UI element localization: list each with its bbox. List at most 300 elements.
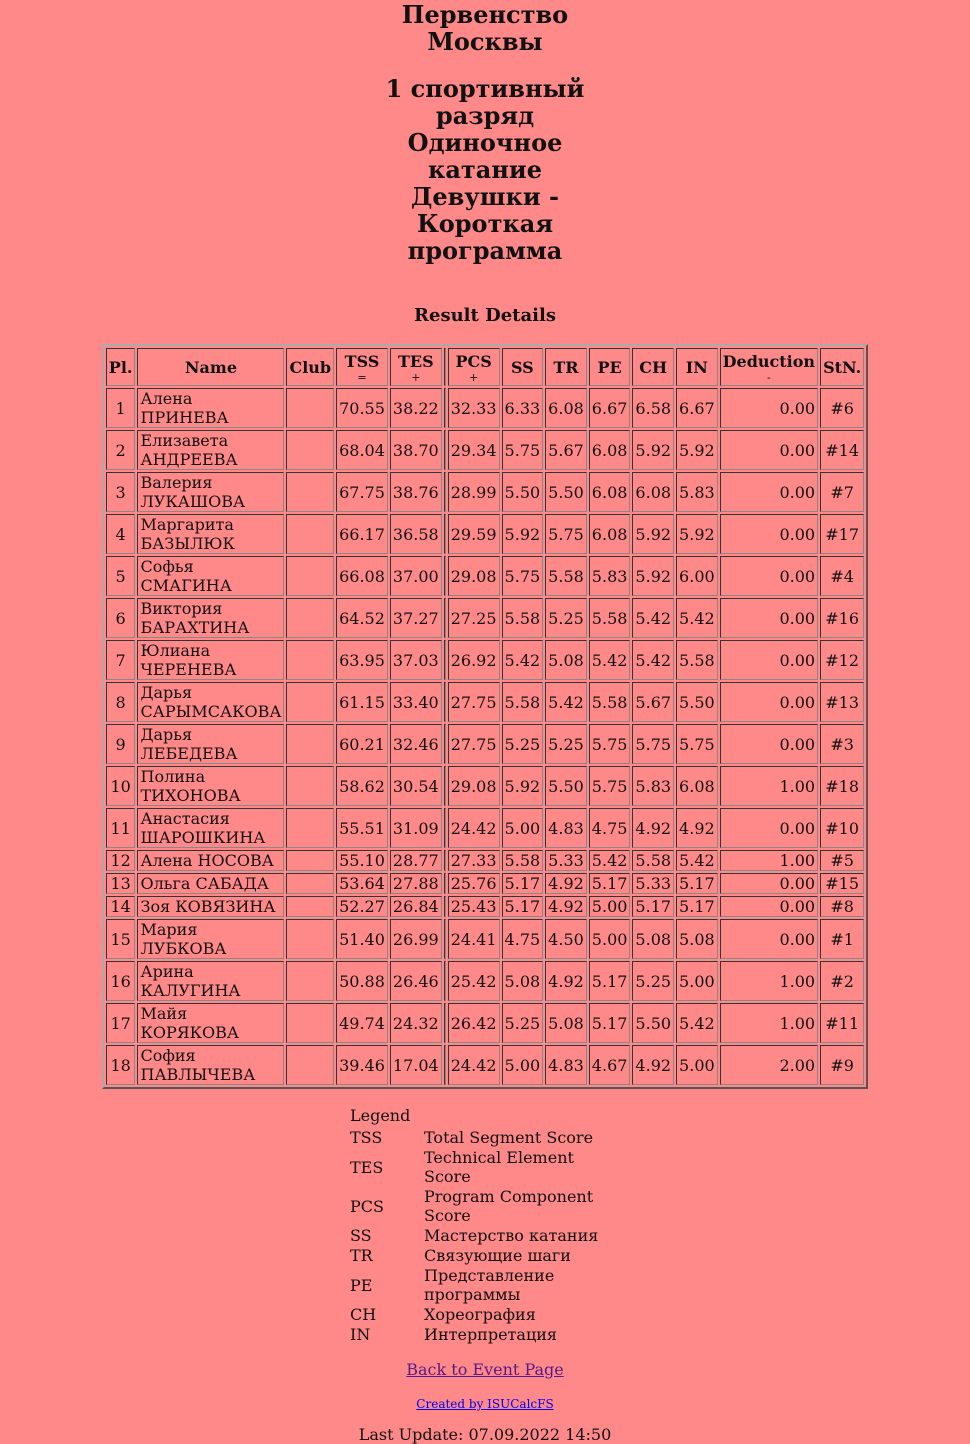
cell-ch: 5.58 [632, 850, 674, 871]
cell-in: 5.75 [676, 724, 718, 764]
cell-stn: #6 [820, 388, 864, 428]
header-tss-label: TSS [344, 351, 380, 371]
legend-item [350, 1265, 620, 1304]
cell-tss: 49.74 [336, 1003, 388, 1043]
legend-item [350, 1225, 620, 1245]
cell-pl: 3 [106, 472, 136, 512]
cell-club [286, 388, 334, 428]
header-pcs-operator: + [469, 370, 479, 384]
legend-description: Интерпретация [424, 1325, 557, 1344]
cell-pe: 4.67 [589, 1045, 631, 1085]
cell-tes: 33.40 [390, 682, 442, 722]
cell-tes: 37.00 [390, 556, 442, 596]
cell-stn: #11 [820, 1003, 864, 1043]
cell-ch: 5.42 [632, 598, 674, 638]
cell-stn: #8 [820, 896, 864, 917]
cell-tss: 64.52 [336, 598, 388, 638]
header-club: Club [286, 348, 334, 386]
cell-pl: 4 [106, 514, 136, 554]
cell-name: Анастасия ШАРОШКИНА [137, 808, 284, 848]
cell-pl: 13 [106, 873, 136, 894]
cell-spacer [444, 850, 446, 871]
cell-ded: 0.00 [720, 514, 818, 554]
legend-item [350, 1324, 620, 1344]
cell-ss: 5.08 [502, 961, 544, 1001]
cell-stn: #12 [820, 640, 864, 680]
cell-tr: 4.83 [545, 1045, 587, 1085]
legend-key: IN [350, 1325, 371, 1344]
cell-tes: 26.99 [390, 919, 442, 959]
cell-stn: #14 [820, 430, 864, 470]
cell-tes: 31.09 [390, 808, 442, 848]
cell-name: Ольга САБАДА [137, 873, 284, 894]
cell-pl: 14 [106, 896, 136, 917]
header-pcs [448, 348, 500, 386]
cell-spacer [444, 873, 446, 894]
cell-club [286, 514, 334, 554]
table-row [106, 682, 864, 722]
cell-stn: #18 [820, 766, 864, 806]
cell-name: Алена НОСОВА [137, 850, 284, 871]
cell-pcs: 24.42 [448, 1045, 500, 1085]
cell-tes: 30.54 [390, 766, 442, 806]
page-header [365, 0, 605, 264]
cell-name: Юлиана ЧЕРЕНЕВА [137, 640, 284, 680]
cell-in: 5.50 [676, 682, 718, 722]
cell-name: Софья СМАГИНА [137, 556, 284, 596]
cell-in: 4.92 [676, 808, 718, 848]
cell-in: 5.42 [676, 1003, 718, 1043]
cell-pl: 18 [106, 1045, 136, 1085]
cell-tss: 55.10 [336, 850, 388, 871]
cell-ded: 1.00 [720, 766, 818, 806]
table-row [106, 1003, 864, 1043]
cell-name: Дарья ЛЕБЕДЕВА [137, 724, 284, 764]
table-row [106, 919, 864, 959]
cell-in: 5.08 [676, 919, 718, 959]
legend-items [350, 1127, 620, 1344]
cell-pcs: 25.42 [448, 961, 500, 1001]
legend-item [350, 1147, 620, 1186]
cell-pe: 5.75 [589, 724, 631, 764]
cell-club [286, 850, 334, 871]
cell-name: Арина КАЛУГИНА [137, 961, 284, 1001]
table-row [106, 388, 864, 428]
cell-tr: 4.83 [545, 808, 587, 848]
cell-spacer [444, 896, 446, 917]
cell-pcs: 28.99 [448, 472, 500, 512]
cell-stn: #9 [820, 1045, 864, 1085]
cell-club [286, 430, 334, 470]
legend-key: TR [350, 1246, 373, 1265]
legend-key: SS [350, 1226, 372, 1245]
cell-tes: 37.03 [390, 640, 442, 680]
cell-spacer [444, 640, 446, 680]
cell-pe: 5.00 [589, 896, 631, 917]
cell-pe: 5.17 [589, 961, 631, 1001]
cell-pcs: 32.33 [448, 388, 500, 428]
cell-stn: #7 [820, 472, 864, 512]
header-pl: Pl. [106, 348, 136, 386]
results-body [106, 388, 864, 1085]
cell-ded: 0.00 [720, 919, 818, 959]
cell-tr: 4.92 [545, 873, 587, 894]
cell-club [286, 724, 334, 764]
cell-ch: 5.25 [632, 961, 674, 1001]
cell-pl: 9 [106, 724, 136, 764]
cell-pe: 5.58 [589, 598, 631, 638]
legend-table [350, 1105, 620, 1344]
cell-tss: 52.27 [336, 896, 388, 917]
cell-ded: 0.00 [720, 556, 818, 596]
cell-pe: 5.17 [589, 873, 631, 894]
cell-stn: #15 [820, 873, 864, 894]
cell-tr: 5.42 [545, 682, 587, 722]
cell-pe: 5.75 [589, 766, 631, 806]
cell-tr: 5.33 [545, 850, 587, 871]
table-row [106, 514, 864, 554]
table-row [106, 472, 864, 512]
cell-tes: 26.84 [390, 896, 442, 917]
cell-pcs: 26.92 [448, 640, 500, 680]
table-row [106, 850, 864, 871]
header-ch: CH [632, 348, 674, 386]
cell-pl: 8 [106, 682, 136, 722]
cell-in: 5.42 [676, 850, 718, 871]
header-pcs-label: PCS [455, 351, 492, 371]
cell-tes: 28.77 [390, 850, 442, 871]
cell-tes: 24.32 [390, 1003, 442, 1043]
cell-pe: 5.42 [589, 850, 631, 871]
cell-tss: 66.08 [336, 556, 388, 596]
legend-key: TSS [350, 1128, 383, 1147]
cell-ded: 2.00 [720, 1045, 818, 1085]
cell-pe: 5.58 [589, 682, 631, 722]
cell-club [286, 896, 334, 917]
cell-stn: #10 [820, 808, 864, 848]
cell-ch: 5.92 [632, 430, 674, 470]
cell-spacer [444, 1045, 446, 1085]
cell-spacer [444, 766, 446, 806]
cell-stn: #2 [820, 961, 864, 1001]
cell-tss: 70.55 [336, 388, 388, 428]
cell-pl: 2 [106, 430, 136, 470]
cell-pl: 7 [106, 640, 136, 680]
back-to-event-link[interactable]: Back to Event Page [406, 1360, 564, 1379]
cell-ded: 0.00 [720, 808, 818, 848]
legend-item [350, 1304, 620, 1324]
legend-description: Total Segment Score [424, 1128, 594, 1147]
category-title: 1 спортивный разряд Одиночное катание Девушки - Короткая программа [385, 74, 585, 265]
cell-ded: 0.00 [720, 640, 818, 680]
header-tss [336, 348, 388, 386]
cell-ded: 1.00 [720, 850, 818, 871]
cell-ss: 5.42 [502, 640, 544, 680]
cell-ch: 6.08 [632, 472, 674, 512]
cell-name: Маргарита БАЗЫЛЮК [137, 514, 284, 554]
cell-pe: 6.08 [589, 514, 631, 554]
cell-pl: 10 [106, 766, 136, 806]
header-tes [390, 348, 442, 386]
cell-in: 5.42 [676, 598, 718, 638]
created-by-link[interactable]: Created by ISUCalcFS [416, 1397, 554, 1411]
legend-description: Technical Element Score [424, 1148, 574, 1186]
cell-pe: 6.08 [589, 430, 631, 470]
cell-ch: 6.58 [632, 388, 674, 428]
cell-tes: 26.46 [390, 961, 442, 1001]
section-title: Result Details [414, 305, 556, 326]
cell-name: Дарья САРЫМСАКОВА [137, 682, 284, 722]
cell-ss: 5.00 [502, 1045, 544, 1085]
cell-in: 6.00 [676, 556, 718, 596]
cell-club [286, 556, 334, 596]
cell-tss: 61.15 [336, 682, 388, 722]
cell-pcs: 25.76 [448, 873, 500, 894]
cell-ss: 5.00 [502, 808, 544, 848]
cell-spacer [444, 919, 446, 959]
cell-ch: 5.42 [632, 640, 674, 680]
legend-description: Program Component Score [424, 1187, 594, 1225]
cell-club [286, 472, 334, 512]
cell-club [286, 598, 334, 638]
header-name: Name [137, 348, 284, 386]
cell-name: Мария ЛУБКОВА [137, 919, 284, 959]
cell-club [286, 873, 334, 894]
cell-pcs: 29.08 [448, 766, 500, 806]
last-update: Last Update: 07.09.2022 14:50 [358, 1425, 612, 1444]
cell-ded: 1.00 [720, 961, 818, 1001]
cell-tr: 4.50 [545, 919, 587, 959]
table-row [106, 598, 864, 638]
cell-in: 5.17 [676, 896, 718, 917]
cell-tss: 39.46 [336, 1045, 388, 1085]
cell-pe: 5.17 [589, 1003, 631, 1043]
cell-tr: 5.08 [545, 1003, 587, 1043]
header-tr: TR [545, 348, 587, 386]
cell-ch: 5.67 [632, 682, 674, 722]
table-row [106, 896, 864, 917]
cell-tr: 5.25 [545, 724, 587, 764]
cell-pe: 5.83 [589, 556, 631, 596]
cell-tss: 67.75 [336, 472, 388, 512]
cell-pcs: 27.75 [448, 682, 500, 722]
cell-in: 6.67 [676, 388, 718, 428]
cell-club [286, 1045, 334, 1085]
cell-ded: 0.00 [720, 430, 818, 470]
cell-club [286, 682, 334, 722]
legend-key: PCS [350, 1196, 384, 1216]
legend-description: Хореография [424, 1305, 536, 1324]
table-row [106, 430, 864, 470]
cell-tr: 5.75 [545, 514, 587, 554]
cell-club [286, 766, 334, 806]
cell-in: 5.00 [676, 1045, 718, 1085]
cell-ss: 5.25 [502, 1003, 544, 1043]
cell-tss: 68.04 [336, 430, 388, 470]
legend-key: CH [350, 1305, 377, 1324]
cell-pl: 16 [106, 961, 136, 1001]
cell-spacer [444, 1003, 446, 1043]
cell-ss: 5.92 [502, 514, 544, 554]
cell-ss: 5.17 [502, 873, 544, 894]
cell-spacer [444, 514, 446, 554]
cell-name: София ПАВЛЫЧЕВА [137, 1045, 284, 1085]
cell-pe: 5.42 [589, 640, 631, 680]
cell-tes: 27.88 [390, 873, 442, 894]
cell-club [286, 808, 334, 848]
cell-tss: 55.51 [336, 808, 388, 848]
cell-stn: #17 [820, 514, 864, 554]
header-deduction [720, 348, 818, 386]
cell-pcs: 25.43 [448, 896, 500, 917]
cell-stn: #1 [820, 919, 864, 959]
cell-tr: 6.08 [545, 388, 587, 428]
cell-spacer [444, 430, 446, 470]
cell-spacer [444, 682, 446, 722]
cell-pl: 5 [106, 556, 136, 596]
cell-pe: 4.75 [589, 808, 631, 848]
cell-tr: 5.58 [545, 556, 587, 596]
cell-ss: 5.75 [502, 430, 544, 470]
header-tss-operator: = [357, 370, 367, 384]
cell-pl: 6 [106, 598, 136, 638]
cell-tss: 60.21 [336, 724, 388, 764]
cell-pl: 12 [106, 850, 136, 871]
cell-in: 5.83 [676, 472, 718, 512]
back-link-wrap [0, 1360, 970, 1379]
cell-ch: 5.08 [632, 919, 674, 959]
cell-ded: 0.00 [720, 724, 818, 764]
cell-tes: 38.22 [390, 388, 442, 428]
cell-spacer [444, 388, 446, 428]
table-row [106, 724, 864, 764]
cell-pcs: 27.33 [448, 850, 500, 871]
cell-ded: 0.00 [720, 472, 818, 512]
cell-ch: 5.17 [632, 896, 674, 917]
cell-club [286, 640, 334, 680]
cell-spacer [444, 472, 446, 512]
cell-name: Елизавета АНДРЕЕВА [137, 430, 284, 470]
header-ss: SS [502, 348, 544, 386]
cell-tss: 53.64 [336, 873, 388, 894]
cell-stn: #4 [820, 556, 864, 596]
cell-ch: 4.92 [632, 1045, 674, 1085]
cell-pe: 5.00 [589, 919, 631, 959]
legend-description: Мастерство катания [424, 1226, 599, 1245]
cell-pcs: 24.42 [448, 808, 500, 848]
cell-ss: 5.58 [502, 850, 544, 871]
table-row [106, 961, 864, 1001]
table-row [106, 640, 864, 680]
cell-name: Валерия ЛУКАШОВА [137, 472, 284, 512]
cell-spacer [444, 598, 446, 638]
cell-pcs: 29.59 [448, 514, 500, 554]
results-table [102, 344, 868, 1089]
header-pe: PE [589, 348, 631, 386]
cell-ded: 0.00 [720, 873, 818, 894]
created-by-wrap [0, 1397, 970, 1411]
cell-ch: 4.92 [632, 808, 674, 848]
cell-pe: 6.67 [589, 388, 631, 428]
table-row [106, 1045, 864, 1085]
cell-tr: 4.92 [545, 896, 587, 917]
cell-spacer [444, 961, 446, 1001]
cell-pl: 1 [106, 388, 136, 428]
cell-club [286, 961, 334, 1001]
cell-tss: 58.62 [336, 766, 388, 806]
header-in: IN [676, 348, 718, 386]
legend-key: TES [350, 1157, 384, 1177]
cell-tr: 5.50 [545, 472, 587, 512]
cell-ch: 5.33 [632, 873, 674, 894]
cell-tr: 5.08 [545, 640, 587, 680]
cell-pcs: 27.75 [448, 724, 500, 764]
cell-tes: 17.04 [390, 1045, 442, 1085]
cell-pl: 17 [106, 1003, 136, 1043]
legend-key: PE [350, 1275, 373, 1295]
cell-ch: 5.50 [632, 1003, 674, 1043]
cell-stn: #13 [820, 682, 864, 722]
cell-spacer [444, 556, 446, 596]
cell-ch: 5.75 [632, 724, 674, 764]
cell-name: Полина ТИХОНОВА [137, 766, 284, 806]
cell-tr: 5.67 [545, 430, 587, 470]
cell-spacer [444, 724, 446, 764]
header-tes-operator: + [411, 370, 421, 384]
header-tes-label: TES [398, 351, 434, 371]
table-header-row [106, 348, 864, 386]
cell-in: 5.17 [676, 873, 718, 894]
header-deduction-operator: - [767, 370, 771, 384]
cell-pcs: 26.42 [448, 1003, 500, 1043]
cell-ss: 6.33 [502, 388, 544, 428]
header-spacer [444, 348, 446, 386]
cell-stn: #16 [820, 598, 864, 638]
cell-in: 5.92 [676, 430, 718, 470]
cell-ded: 0.00 [720, 896, 818, 917]
cell-pcs: 24.41 [448, 919, 500, 959]
cell-tss: 63.95 [336, 640, 388, 680]
legend-item [350, 1245, 620, 1265]
cell-stn: #3 [820, 724, 864, 764]
cell-club [286, 1003, 334, 1043]
cell-spacer [444, 808, 446, 848]
cell-ss: 5.58 [502, 682, 544, 722]
cell-name: Майя КОРЯКОВА [137, 1003, 284, 1043]
cell-ded: 1.00 [720, 1003, 818, 1043]
championship-title: Первенство Москвы [401, 0, 569, 56]
cell-tr: 5.25 [545, 598, 587, 638]
cell-tr: 5.50 [545, 766, 587, 806]
legend-description: Связующие шаги [424, 1246, 571, 1265]
cell-pl: 15 [106, 919, 136, 959]
cell-tes: 37.27 [390, 598, 442, 638]
cell-name: Зоя КОВЯЗИНА [137, 896, 284, 917]
cell-ss: 5.58 [502, 598, 544, 638]
cell-stn: #5 [820, 850, 864, 871]
cell-name: Алена ПРИНЕВА [137, 388, 284, 428]
legend-title: Legend [350, 1106, 411, 1125]
legend-description: Представление программы [424, 1266, 555, 1304]
cell-pcs: 29.34 [448, 430, 500, 470]
cell-tss: 50.88 [336, 961, 388, 1001]
cell-in: 5.00 [676, 961, 718, 1001]
cell-club [286, 919, 334, 959]
cell-tss: 66.17 [336, 514, 388, 554]
cell-ch: 5.92 [632, 514, 674, 554]
cell-ss: 4.75 [502, 919, 544, 959]
cell-tes: 38.70 [390, 430, 442, 470]
